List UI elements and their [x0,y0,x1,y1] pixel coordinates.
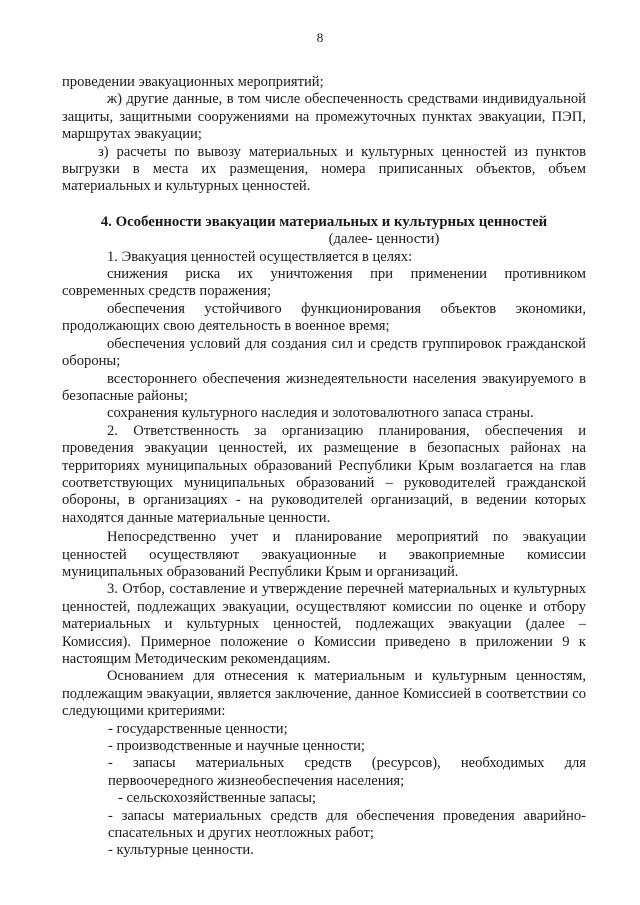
paragraph: 1. Эвакуация ценностей осуществляется в целях: [107,248,413,265]
paragraph: снижения риска их уничтожения при применении противником современных средств поражения; [62,266,586,300]
paragraph: 3. Отбор, составление и утверждение перечней материальных и культурных ценностей, подлежащих эвакуации, осуществляют комиссии по оценке и отбору материальных и культурных ценностей, подлежащих эвакуации (далее – Комиссия). Примерное положение о Комиссии приведено в приложении 9 к настоящим Методическим рекомендациям. [62,581,586,667]
section-subheading: (далее- ценности) [328,231,440,248]
page-number: 8 [316,30,324,45]
criteria-item: - запасы материальных средств (ресурсов), необходимых для первоочередного жизнеобеспечения населения; [108,755,586,789]
criteria-item: - культурные ценности. [108,842,254,859]
criteria-item: - государственные ценности; [108,720,288,737]
section-heading: 4. Особенности эвакуации материальных и культурных ценностей [100,213,548,230]
paragraph: обеспечения условий для создания сил и средств группировок гражданской обороны; [62,335,586,370]
criteria-item: - производственные и научные ценности; [108,738,365,755]
paragraph: з) расчеты по вывозу материальных и культурных ценностей из пунктов выгрузки в места их размещения, номера приписанных объектов, объем материальных и культурных ценностей. [62,143,586,195]
paragraph: 2. Ответственность за организацию планирования, обеспечения и проведения эвакуации ценностей, их размещение в безопасных районах на территориях муниципальных образований Республики Крым возлагается на глав соответствующих муниципальных образований – руководителей гражданской обороны, в организациях - на руководителей организаций, в ведении которых находятся данные материальные ценности. [62,422,586,526]
page-content [62,74,586,860]
paragraph: всестороннего обеспечения жизнедеятельности населения эвакуируемого в безопасные районы; [62,370,586,404]
paragraph: проведении эвакуационных мероприятий; [62,74,324,90]
paragraph: Непосредственно учет и планирование мероприятий по эвакуации ценностей осуществляют эвакуационные и эвакоприемные комиссии муниципальных образований Республики Крым и организаций. [62,529,586,580]
paragraph: ж) другие данные, в том числе обеспеченность средствами индивидуальной защиты, защитными сооружениями на промежуточных пунктах эвакуации, ПЭП, маршрутах эвакуации; [62,91,586,143]
paragraph: сохранения культурного наследия и золотовалютного запаса страны. [107,405,534,422]
criteria-item: - сельскохозяйственные запасы; [118,790,317,807]
criteria-item: - запасы материальных средств для обеспечения проведения аварийно-спасательных и других неотложных работ; [108,807,586,842]
paragraph: обеспечения устойчивого функционирования объектов экономики, продолжающих свою деятельность в военное время; [62,300,586,335]
paragraph: Основанием для отнесения к материальным и культурным ценностям, подлежащим эвакуации, является заключение, данное Комиссией в соответствии со следующими критериями: [62,668,586,720]
